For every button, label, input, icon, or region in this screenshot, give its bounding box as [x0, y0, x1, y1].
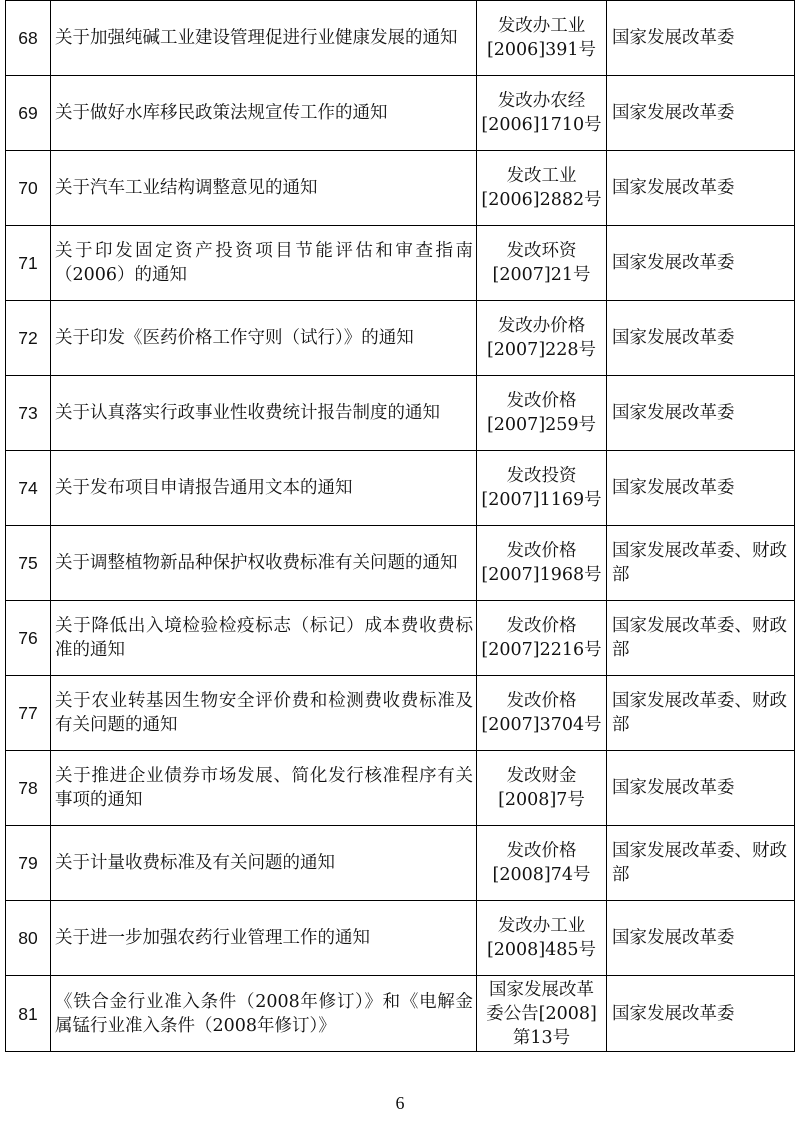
document-code-line: [2007]1169号 — [481, 490, 602, 510]
document-code-line: 发改办工业 — [497, 916, 586, 936]
row-number: 81 — [6, 976, 51, 1052]
document-title: 关于进一步加强农药行业管理工作的通知 — [51, 901, 477, 976]
document-code — [477, 976, 607, 1052]
document-title: 关于计量收费标准及有关问题的通知 — [51, 826, 477, 901]
row-number: 71 — [6, 226, 51, 301]
document-code-line: 发改办价格 — [497, 316, 586, 336]
document-title: 关于调整植物新品种保护权收费标准有关问题的通知 — [51, 526, 477, 601]
table-row — [6, 976, 795, 1052]
document-title: 关于印发固定资产投资项目节能评估和审查指南（2006）的通知 — [51, 226, 477, 301]
document-code-line: [2007]228号 — [486, 340, 597, 360]
document-code-line: 发改投资 — [506, 466, 577, 486]
table-row — [6, 526, 795, 601]
document-code-line: 发改价格 — [506, 391, 577, 411]
document-code — [477, 226, 607, 301]
document-code-line: 发改价格 — [506, 616, 577, 636]
page-number: 6 — [395, 1093, 405, 1113]
row-number: 69 — [6, 76, 51, 151]
document-code-line: 发改财金 — [506, 766, 577, 786]
document-code-line: 第13号 — [512, 1027, 571, 1048]
document-code — [477, 751, 607, 826]
document-code-line: [2006]391号 — [486, 40, 597, 60]
document-title: 关于降低出入境检验检疫标志（标记）成本费收费标准的通知 — [51, 601, 477, 676]
row-number: 78 — [6, 751, 51, 826]
document-code — [477, 301, 607, 376]
issuing-agency: 国家发展改革委 — [607, 151, 795, 226]
table-row — [6, 301, 795, 376]
document-code-line: 发改办农经 — [497, 91, 586, 111]
document-title: 关于汽车工业结构调整意见的通知 — [51, 151, 477, 226]
row-number: 70 — [6, 151, 51, 226]
issuing-agency: 国家发展改革委 — [607, 751, 795, 826]
document-code — [477, 676, 607, 751]
document-code-line: 发改办工业 — [497, 16, 586, 36]
table-row — [6, 901, 795, 976]
document-code — [477, 151, 607, 226]
table-row — [6, 76, 795, 151]
document-code — [477, 526, 607, 601]
document-code-line: [2007]1968号 — [481, 565, 602, 585]
issuing-agency: 国家发展改革委、财政部 — [607, 526, 795, 601]
table-row — [6, 676, 795, 751]
document-code-line: 发改环资 — [506, 241, 577, 261]
table-row — [6, 601, 795, 676]
issuing-agency: 国家发展改革委 — [607, 451, 795, 526]
table-row — [6, 451, 795, 526]
issuing-agency: 国家发展改革委 — [607, 76, 795, 151]
issuing-agency: 国家发展改革委、财政部 — [607, 601, 795, 676]
document-title: 《铁合金行业准入条件（2008年修订）》和《电解金属锰行业准入条件（2008年修订）》 — [51, 976, 477, 1052]
document-code — [477, 601, 607, 676]
issuing-agency: 国家发展改革委、财政部 — [607, 826, 795, 901]
row-number: 72 — [6, 301, 51, 376]
document-code-line: 国家发展改革 — [489, 979, 594, 1000]
document-code-line: [2007]259号 — [486, 415, 597, 435]
row-number: 74 — [6, 451, 51, 526]
document-code-line: [2007]2216号 — [481, 640, 602, 660]
document-code — [477, 76, 607, 151]
regulation-table — [5, 0, 795, 1052]
row-number: 76 — [6, 601, 51, 676]
issuing-agency: 国家发展改革委 — [607, 901, 795, 976]
document-title: 关于发布项目申请报告通用文本的通知 — [51, 451, 477, 526]
row-number: 68 — [6, 1, 51, 76]
table-row — [6, 376, 795, 451]
document-code — [477, 826, 607, 901]
issuing-agency: 国家发展改革委 — [607, 376, 795, 451]
table-row — [6, 226, 795, 301]
document-code — [477, 451, 607, 526]
document-code — [477, 376, 607, 451]
document-code — [477, 901, 607, 976]
issuing-agency: 国家发展改革委、财政部 — [607, 676, 795, 751]
document-code-line: [2008]74号 — [492, 865, 591, 885]
document-title: 关于农业转基因生物安全评价费和检测费收费标准及有关问题的通知 — [51, 676, 477, 751]
document-title: 关于认真落实行政事业性收费统计报告制度的通知 — [51, 376, 477, 451]
issuing-agency: 国家发展改革委 — [607, 301, 795, 376]
table-row — [6, 826, 795, 901]
row-number: 75 — [6, 526, 51, 601]
document-code-line: [2007]3704号 — [481, 715, 602, 735]
document-title: 关于做好水库移民政策法规宣传工作的通知 — [51, 76, 477, 151]
row-number: 80 — [6, 901, 51, 976]
issuing-agency: 国家发展改革委 — [607, 226, 795, 301]
document-code-line: [2008]7号 — [498, 790, 585, 810]
document-title: 关于推进企业债券市场发展、简化发行核准程序有关事项的通知 — [51, 751, 477, 826]
document-code-line: [2006]2882号 — [481, 190, 602, 210]
document-code-line: 发改价格 — [506, 691, 577, 711]
table-row — [6, 1, 795, 76]
issuing-agency: 国家发展改革委 — [607, 1, 795, 76]
row-number: 79 — [6, 826, 51, 901]
document-code-line: [2006]1710号 — [481, 115, 602, 135]
document-title: 关于加强纯碱工业建设管理促进行业健康发展的通知 — [51, 1, 477, 76]
table-row — [6, 151, 795, 226]
document-code-line: 委公告[2008] — [486, 1003, 597, 1024]
table-row — [6, 751, 795, 826]
document-title: 关于印发《医药价格工作守则（试行）》的通知 — [51, 301, 477, 376]
document-code-line: 发改价格 — [506, 541, 577, 561]
document-code-line: 发改价格 — [506, 841, 577, 861]
document-code-line: [2007]21号 — [492, 265, 591, 285]
row-number: 77 — [6, 676, 51, 751]
row-number: 73 — [6, 376, 51, 451]
document-code-line: [2008]485号 — [486, 940, 597, 960]
document-code-line: 发改工业 — [506, 166, 577, 186]
issuing-agency: 国家发展改革委 — [607, 976, 795, 1052]
document-code — [477, 1, 607, 76]
